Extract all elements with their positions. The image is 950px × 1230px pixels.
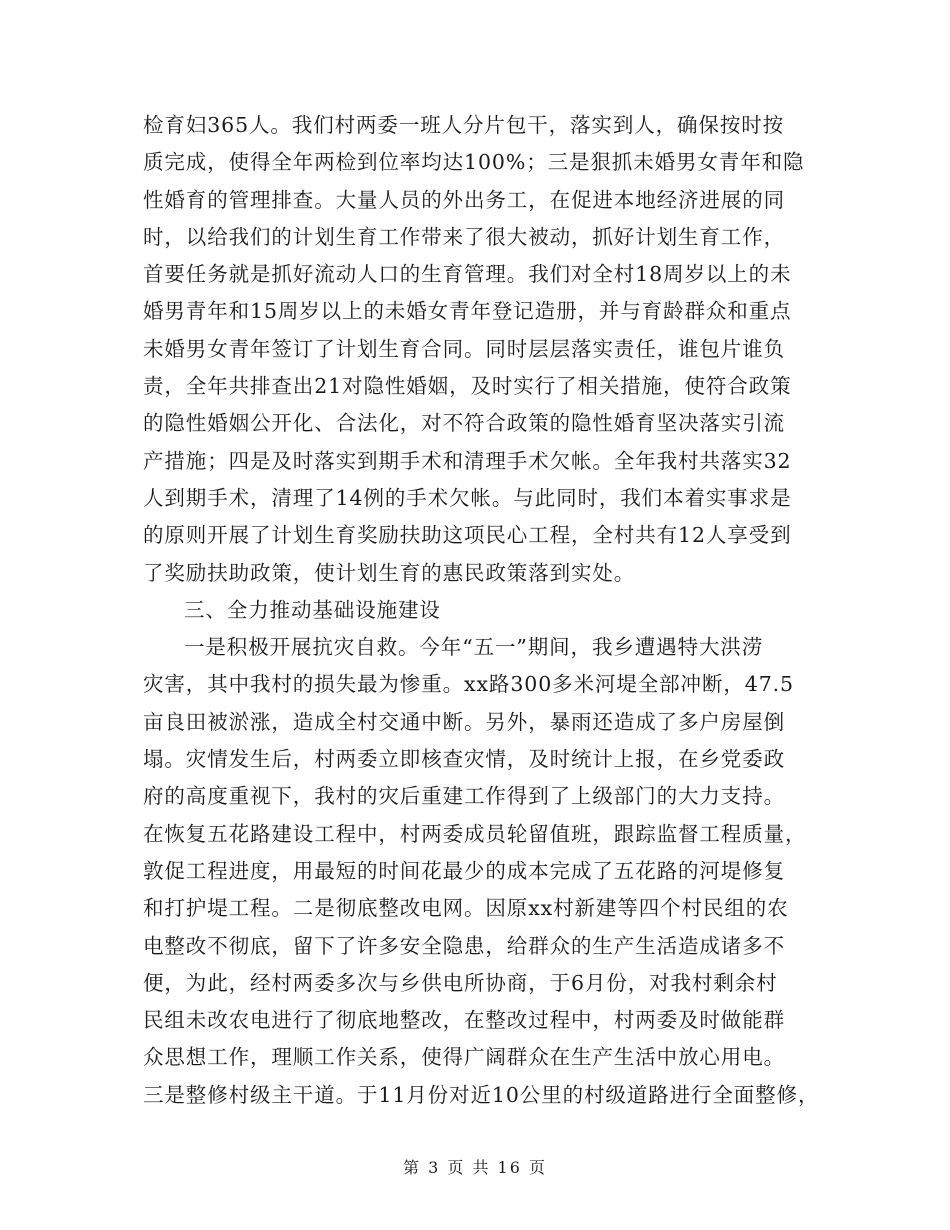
text-line: 民组未改农电进行了彻底地整改，在整改过程中，村两委及时做能群 xyxy=(143,1008,785,1033)
text-line: 敦促工程进度，用最短的时间花最少的成本完成了五花路的河堤修复 xyxy=(143,858,785,883)
text-line: 首要任务就是抓好流动人口的生育管理。我们对全村18周岁以上的未 xyxy=(143,262,792,287)
text-line: 亩良田被淤涨，造成全村交通中断。另外，暴雨还造成了多户房屋倒 xyxy=(143,709,785,734)
body-text xyxy=(143,107,833,1114)
text-line: 了奖励扶助政策，使计划生育的惠民政策落到实处。 xyxy=(143,560,636,585)
text-line: 府的高度重视下，我村的灾后重建工作得到了上级部门的大力支持。 xyxy=(143,784,785,809)
text-line: 责，全年共排查出21对隐性婚姻，及时实行了相关措施，使符合政策 xyxy=(143,374,792,399)
text-line: 众思想工作，理顺工作关系，使得广阔群众在生产生活中放心用电。 xyxy=(143,1045,785,1070)
text-line: 三是整修村级主干道。于11月份对近10公里的村级道路进行全面整修， xyxy=(143,1082,820,1107)
text-line: 灾害，其中我村的损失最为惨重。xx路300多米河堤全部冲断，47.5 xyxy=(143,672,794,697)
text-line: 质完成，使得全年两检到位率均达100%；三是狠抓未婚男女青年和隐 xyxy=(143,150,805,175)
text-line: 三、全力推动基础设施建设 xyxy=(184,597,441,622)
text-line: 检育妇365人。我们村两委一班人分片包干，落实到人，确保按时按 xyxy=(143,113,785,137)
text-line: 产措施；四是及时落实到期手术和清理手术欠帐。全年我村共落实32 xyxy=(143,448,792,473)
text-line: 一是积极开展抗灾自救。今年“五一”期间，我乡遭遇特大洪涝 xyxy=(184,635,764,660)
text-line: 塌。灾情发生后，村两委立即核查灾情，及时统计上报，在乡党委政 xyxy=(143,747,785,772)
text-line: 和打护堤工程。二是彻底整改电网。因原xx村新建等四个村民组的农 xyxy=(143,896,789,921)
text-line: 电整改不彻底，留下了许多安全隐患，给群众的生产生活造成诸多不 xyxy=(143,933,785,958)
text-line: 的原则开展了计划生育奖励扶助这项民心工程，全村共有12人享受到 xyxy=(143,523,792,548)
text-line: 人到期手术，清理了14例的手术欠帐。与此同时，我们本着实事求是 xyxy=(143,485,792,510)
text-line: 的隐性婚姻公开化、合法化，对不符合政策的隐性婚育坚决落实引流 xyxy=(143,411,785,436)
text-line: 在恢复五花路建设工程中，村两委成员轮留值班，跟踪监督工程质量， xyxy=(143,821,807,846)
text-line: 便，为此，经村两委多次与乡供电所协商，于6月份，对我村剩余村 xyxy=(143,970,778,995)
text-line: 婚男青年和15周岁以上的未婚女青年登记造册，并与育龄群众和重点 xyxy=(143,299,792,324)
text-line: 时，以给我们的计划生育工作带来了很大被动，抓好计划生育工作， xyxy=(143,224,785,249)
text-line: 未婚男女青年签订了计划生育合同。同时层层落实责任，谁包片谁负 xyxy=(143,336,785,361)
page-footer: 第 3 页 共 16 页 xyxy=(403,1158,547,1177)
text-line: 性婚育的管理排查。大量人员的外出务工，在促进本地经济进展的同 xyxy=(143,187,785,212)
